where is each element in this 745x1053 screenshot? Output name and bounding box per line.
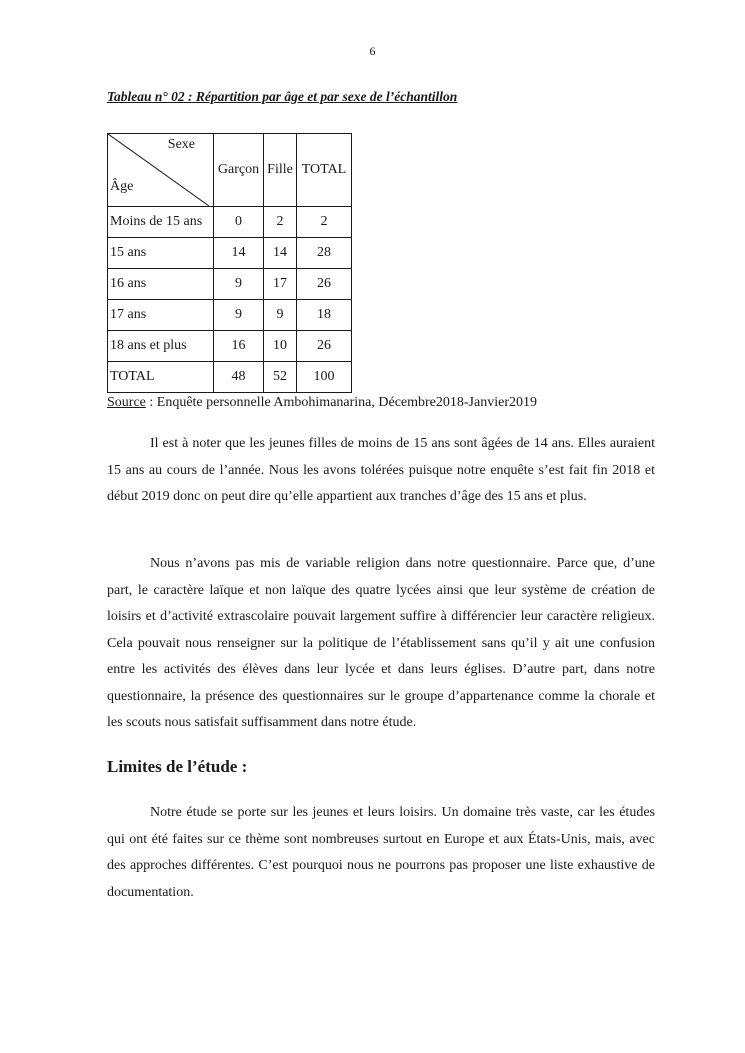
page-number: 6 bbox=[369, 44, 376, 58]
source-text: : Enquête personnelle Ambohimanarina, Décembre2018-Janvier2019 bbox=[145, 395, 537, 410]
column-header-total: TOTAL bbox=[297, 134, 352, 207]
cell-value: 28 bbox=[297, 238, 352, 269]
cell-value: 9 bbox=[214, 269, 264, 300]
paragraph: Il est à noter que les jeunes filles de moins de 15 ans sont âgées de 14 ans. Elles auraient 15 ans au cours de l’année. Nous les avons tolérées puisque notre enquête s’est fait fin 2018 et début 2019 donc on peut dire qu’elle appartient aux tranches d’âge des 15 ans et plus. bbox=[107, 436, 655, 504]
column-header-girls: Fille bbox=[264, 134, 297, 207]
table-row bbox=[108, 300, 352, 331]
table-row bbox=[108, 331, 352, 362]
cell-value: 9 bbox=[264, 300, 297, 331]
cell-value: 14 bbox=[264, 238, 297, 269]
row-label: 17 ans bbox=[108, 300, 214, 331]
cell-value: 0 bbox=[214, 207, 264, 238]
cell-value: 2 bbox=[297, 207, 352, 238]
cell-value: 26 bbox=[297, 269, 352, 300]
table-source bbox=[107, 395, 537, 411]
row-label: 16 ans bbox=[108, 269, 214, 300]
table-header-row bbox=[108, 134, 352, 207]
corner-header-cell bbox=[108, 134, 214, 207]
cell-value: 18 bbox=[297, 300, 352, 331]
table-row bbox=[108, 238, 352, 269]
section-heading: Limites de l’étude : bbox=[107, 757, 248, 776]
cell-value: 2 bbox=[264, 207, 297, 238]
cell-value: 26 bbox=[297, 331, 352, 362]
cell-value: 10 bbox=[264, 331, 297, 362]
row-label: 18 ans et plus bbox=[108, 331, 214, 362]
cell-value: 9 bbox=[214, 300, 264, 331]
table-total-row bbox=[108, 362, 352, 393]
paragraph: Notre étude se porte sur les jeunes et leurs loisirs. Un domaine très vaste, car les études qui ont été faites sur ce thème sont nombreuses surtout en Europe et aux États-Unis, mais, avec des approches différentes. C’est pourquoi nous ne pourrons pas proposer une liste exhaustive de documentation. bbox=[107, 805, 655, 900]
table-row bbox=[108, 207, 352, 238]
cell-value: 100 bbox=[297, 362, 352, 393]
table-caption: Tableau n° 02 : Répartition par âge et par sexe de l’échantillon bbox=[107, 89, 458, 104]
cell-value: 16 bbox=[214, 331, 264, 362]
row-label: 15 ans bbox=[108, 238, 214, 269]
column-header-boys: Garçon bbox=[214, 134, 264, 207]
cell-value: 14 bbox=[214, 238, 264, 269]
source-label: Source bbox=[107, 395, 146, 410]
row-label: TOTAL bbox=[108, 362, 214, 393]
corner-label-sex: Sexe bbox=[167, 137, 195, 152]
age-sex-table bbox=[107, 133, 352, 393]
cell-value: 17 bbox=[264, 269, 297, 300]
cell-value: 52 bbox=[264, 362, 297, 393]
table-row bbox=[108, 269, 352, 300]
corner-label-age: Âge bbox=[110, 179, 134, 194]
row-label: Moins de 15 ans bbox=[108, 207, 214, 238]
paragraph: Nous n’avons pas mis de variable religion dans notre questionnaire. Parce que, d’une part, le caractère laïque et non laïque des quatre lycées ainsi que leur système de création de loisirs et d’activité extrascolaire pouvait largement suffire à différencier leur caractère religieux. Cela pouvait nous renseigner sur la politique de l’établissement sans qu’il y ait une confusion entre les activités des élèves dans leur lycée et dans leurs églises. D’autre part, dans notre questionnaire, la présence des questionnaires sur le groupe d’appartenance comme la chorale et les scouts nous satisfait suffisamment dans notre étude. bbox=[107, 556, 655, 730]
cell-value: 48 bbox=[214, 362, 264, 393]
